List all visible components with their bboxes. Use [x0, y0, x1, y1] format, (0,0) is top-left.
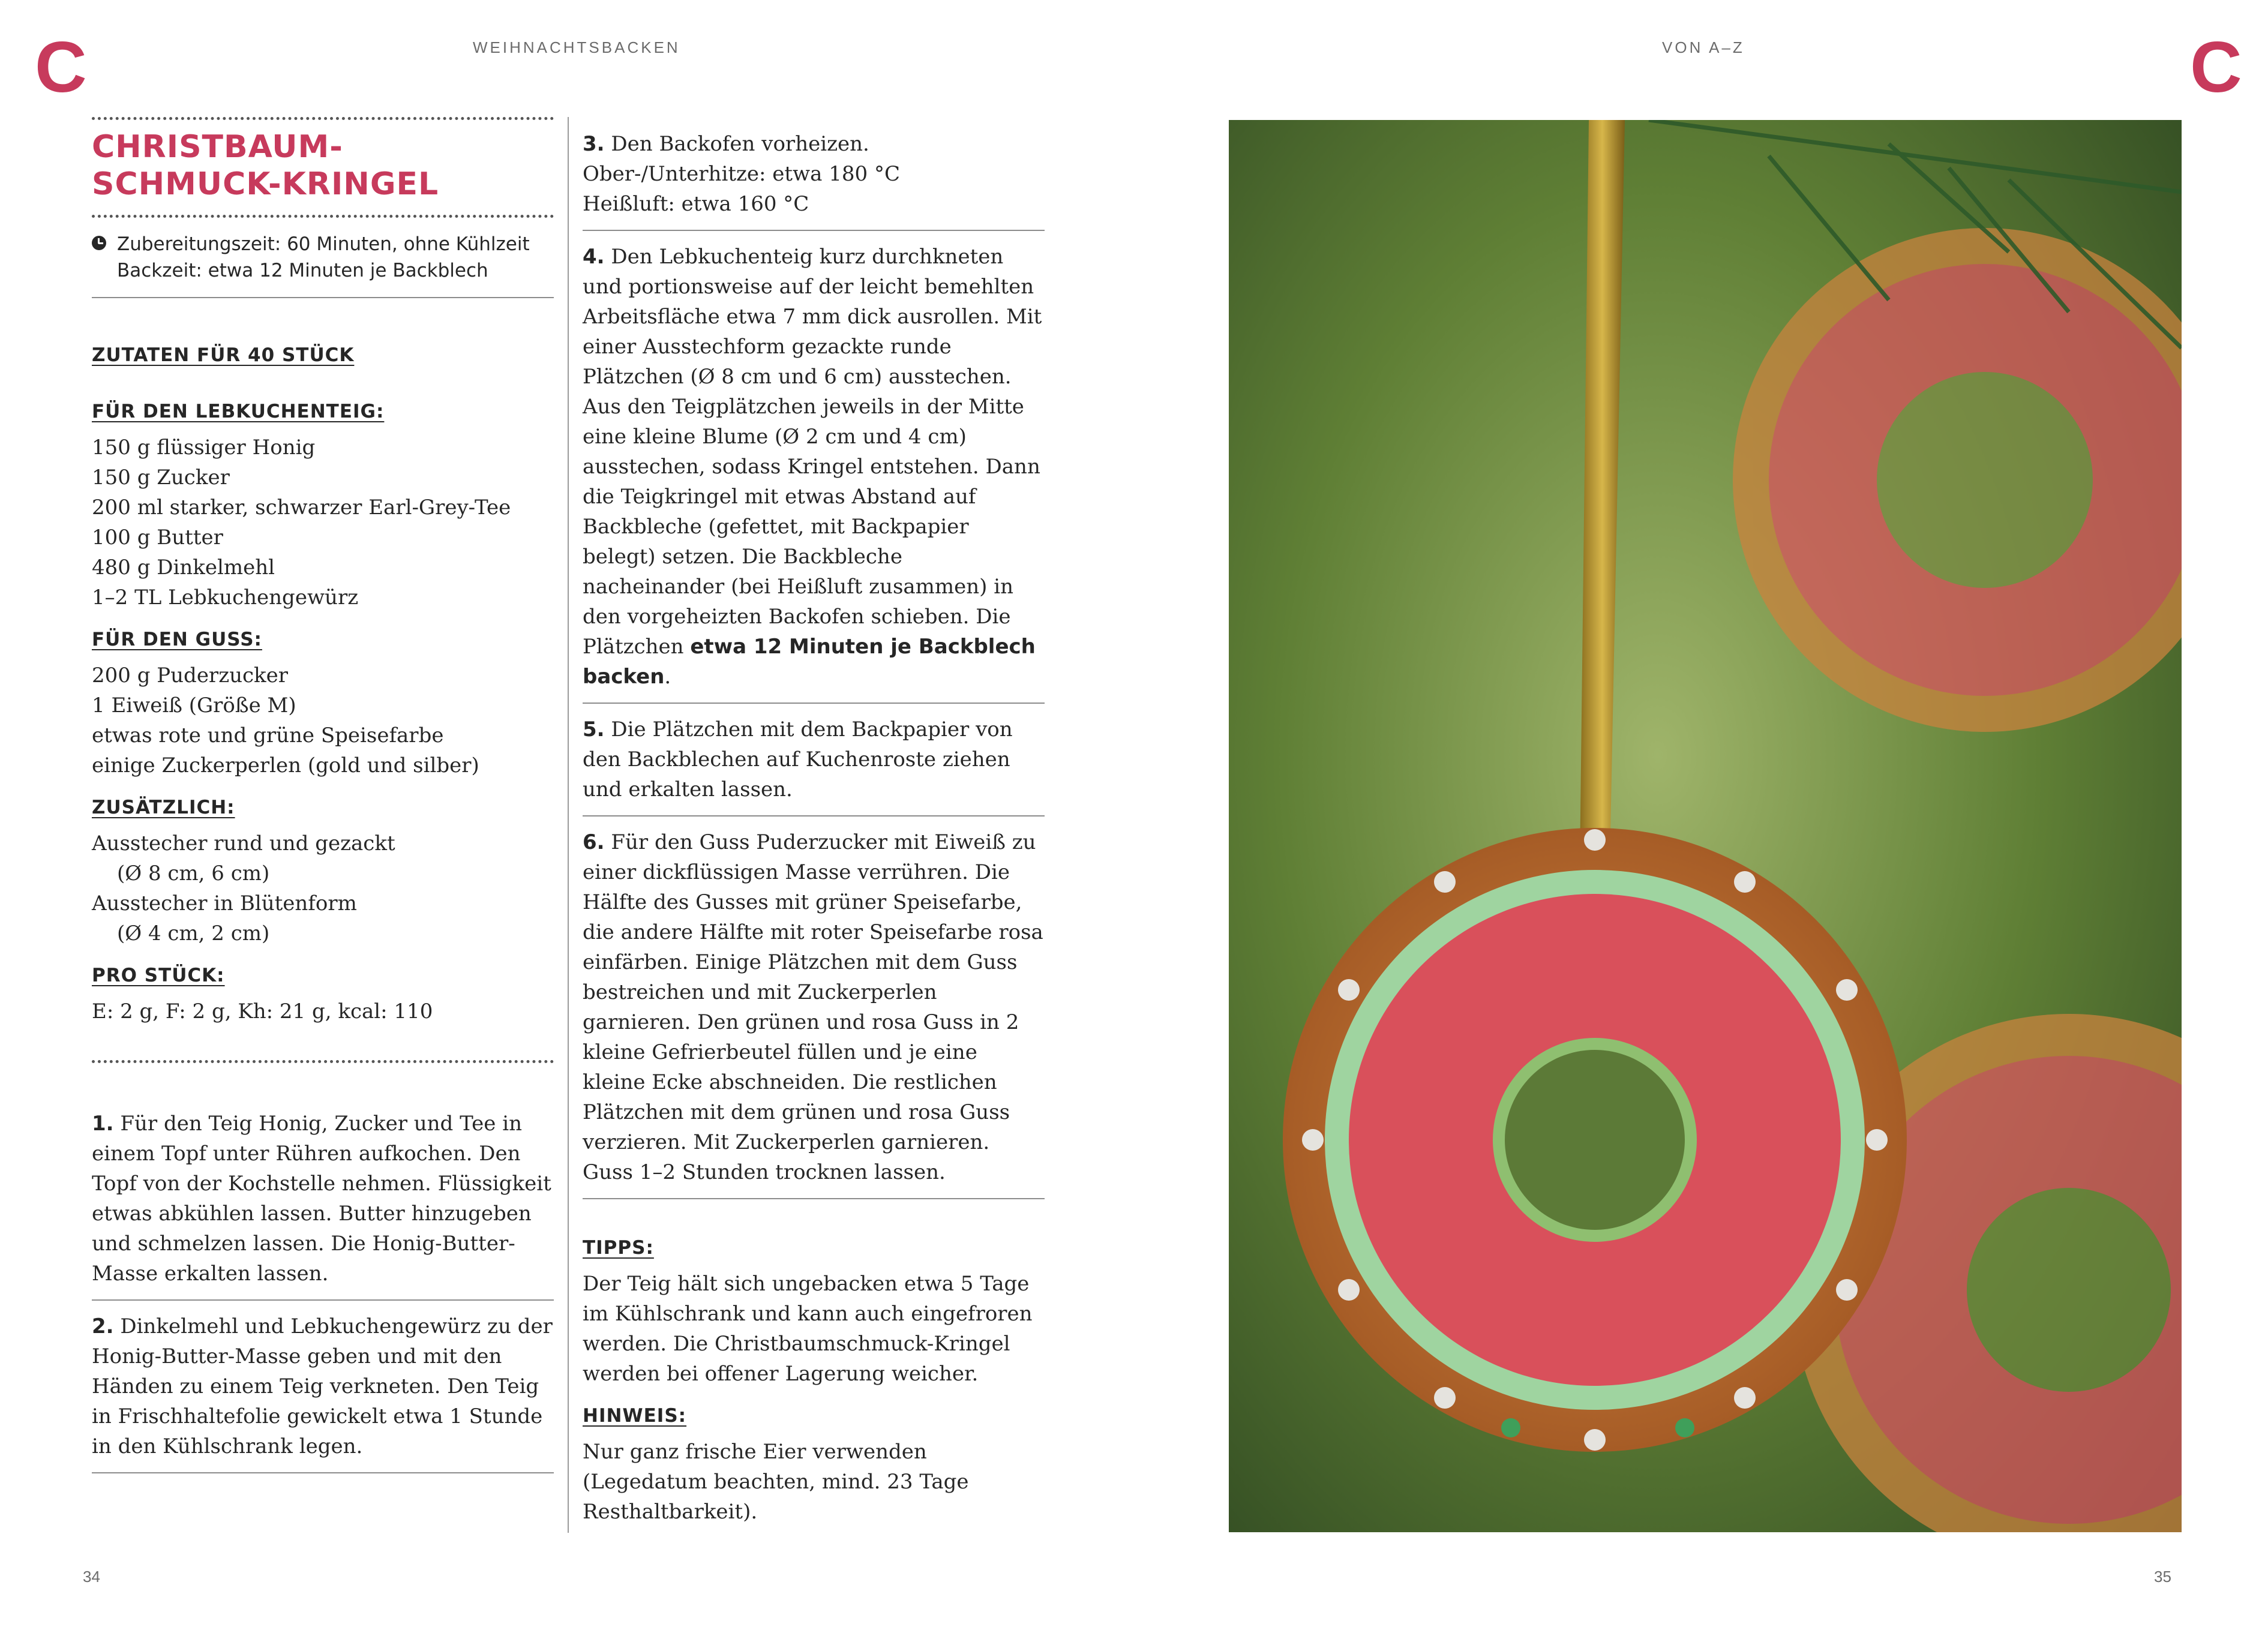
list-item: Ausstecher rund und gezackt: [92, 831, 395, 855]
list-item: 150 g flüssiger Honig: [92, 436, 316, 460]
prep-time: Zubereitungszeit: 60 Minuten, ohne Kühlzeit: [117, 233, 530, 255]
list-item: 1 Eiweiß (Größe M): [92, 694, 296, 718]
nutrition-heading: PRO STÜCK:: [92, 965, 225, 986]
step-6: 6. Für den Guss Puderzucker mit Eiweiß zu einer dickflüssigen Masse verrühren. Die Hälfte des Gusses mit grüner Speisefarbe, die andere Hälfte mit roter Speisefarbe rosa einfärben. Einige Plätzchen mit dem Guss bestreichen und mit Zuckerperlen garnieren. Den grünen und rosa Guss in 2 kleine Gefrierbeutel füllen und je eine kleine Ecke abschneiden. Die restlichen Plätzchen mit dem grünen und rosa Guss verzieren. Mit Zuckerperlen garnieren. Guss 1–2 Stunden trocknen lassen.: [583, 830, 1043, 1184]
divider-dotted: [92, 117, 554, 120]
list-item: 150 g Zucker: [92, 466, 230, 490]
glaze-heading: FÜR DEN GUSS:: [92, 629, 262, 650]
nutrition-values: E: 2 g, F: 2 g, Kh: 21 g, kcal: 110: [92, 999, 433, 1023]
list-item: Ausstecher in Blütenform: [92, 891, 357, 915]
running-head-left: WEIHNACHTSBACKEN: [473, 38, 680, 56]
list-item: einige Zuckerperlen (gold und silber): [92, 754, 479, 778]
step-5: 5. Die Plätzchen mit dem Backpapier von den Backblechen auf Kuchenroste ziehen und erkalten lassen.: [583, 718, 1013, 802]
list-item: etwas rote und grüne Speisefarbe: [92, 724, 444, 748]
steps-column: [583, 117, 1045, 1527]
tips-text: Der Teig hält sich ungebacken etwa 5 Tage im Kühlschrank und kann auch eingefroren werden. Die Christbaumschmuck-Kringel werden bei offener Lagerung weicher.: [583, 1272, 1033, 1386]
divider-solid: [92, 1299, 554, 1301]
list-item: 200 g Puderzucker: [92, 664, 289, 688]
list-item: (Ø 4 cm, 2 cm): [117, 921, 270, 945]
step-4: 4. Den Lebkuchenteig kurz durchkneten und portionsweise auf der leicht bemehlten Arbeitsfläche etwa 7 mm dick ausrollen. Mit einer Ausstechform gezackte runde Plätzchen (Ø 8 cm und 6 cm) ausstechen. Aus den Teigplätzchen jeweils in der Mitte eine kleine Blume (Ø 2 cm und 4 cm) ausstechen, sodass Kringel entstehen. Dann die Teigkringel mit etwas Abstand auf Backbleche (gefettet, mit Backpapier belegt) setzen. Die Backbleche nacheinander (bei Heißluft zusammen) in den vorgeheizten Backofen schieben. Die Plätzchen etwa 12 Minuten je Backblech backen.: [583, 245, 1042, 689]
recipe-title: CHRISTBAUM- SCHMUCK-KRINGEL: [92, 129, 439, 202]
tips-heading: TIPPS:: [583, 1237, 654, 1259]
column-rule: [568, 117, 569, 1533]
running-head-right: VON A–Z: [1662, 38, 1745, 56]
glaze-list: [92, 661, 554, 781]
list-item: 1–2 TL Lebkuchengewürz: [92, 586, 359, 610]
step-3: 3. Den Backofen vorheizen. Ober-/Unterhitze: etwa 180 °C Heißluft: etwa 160 °C: [583, 132, 900, 216]
list-item: 100 g Butter: [92, 526, 223, 550]
note-heading: HINWEIS:: [583, 1405, 687, 1427]
divider-dotted: [92, 215, 554, 218]
ingredients-column: [92, 117, 554, 1473]
page-number-left: 34: [83, 1568, 100, 1586]
dough-list: [92, 433, 554, 613]
bake-time: Backzeit: etwa 12 Minuten je Backblech: [117, 260, 488, 281]
list-item: (Ø 8 cm, 6 cm): [117, 861, 270, 885]
page-number-right: 35: [2154, 1568, 2171, 1586]
step-1: 1. Für den Teig Honig, Zucker und Tee in einem Topf unter Rühren aufkochen. Den Topf von der Kochstelle nehmen. Flüssigkeit etwas abkühlen lassen. Butter hinzugeben und schmelzen lassen. Die Honig-Butter-Masse erkalten lassen.: [92, 1112, 551, 1286]
clock-icon: [92, 236, 106, 250]
divider-solid: [583, 815, 1045, 816]
chapter-letter-right: C: [2190, 27, 2242, 107]
step-2: 2. Dinkelmehl und Lebkuchengewürz zu der Honig-Butter-Masse geben und mit den Händen zu einem Teig verkneten. Den Teig in Frischhaltefolie gewickelt etwa 1 Stunde in den Kühlschrank legen.: [92, 1314, 553, 1458]
list-item: 480 g Dinkelmehl: [92, 556, 275, 580]
dough-heading: FÜR DEN LEBKUCHENTEIG:: [92, 401, 385, 422]
note-text: Nur ganz frische Eier verwenden (Legedatum beachten, mind. 23 Tage Resthaltbarkeit).: [583, 1440, 969, 1524]
extra-list: [92, 828, 554, 948]
photo-icon: [1229, 120, 2182, 1532]
divider-solid: [583, 230, 1045, 231]
recipe-photo: [1229, 120, 2182, 1532]
ingredients-heading: ZUTATEN FÜR 40 STÜCK: [92, 344, 355, 366]
time-info: [92, 231, 554, 284]
divider-solid: [583, 703, 1045, 704]
extra-heading: ZUSÄTZLICH:: [92, 797, 235, 818]
chapter-letter-left: C: [35, 27, 87, 107]
list-item: 200 ml starker, schwarzer Earl-Grey-Tee: [92, 496, 511, 520]
divider-solid: [92, 1472, 554, 1473]
